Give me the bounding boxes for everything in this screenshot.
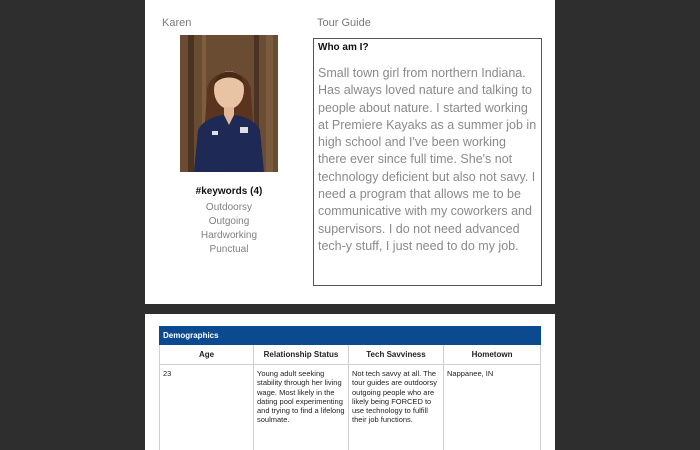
about-title: Who am I? [318,42,369,53]
keyword-item: Outgoing [208,216,250,227]
cell-tech: Not tech savvy at all. The tour guides are outdoorsy outgoing people who are likely being FORCED to use technology to fulfill their job functions. [349,365,444,450]
persona-page [145,0,555,304]
column-header-tech: Tech Savviness [349,345,444,365]
cell-relationship: Young adult seeking stability through her living wage. Most likely in the dating pool experimenting and trying to find a lifelong soulmate. [254,365,349,450]
persona-name: Karen [162,17,192,29]
table-row [160,365,541,450]
persona-photo [180,35,278,172]
portrait-image [180,35,278,172]
about-text: Small town girl from northern Indiana. Has always loved nature and talking to people about nature. I started working at Premiere Kayaks as a summer job in high school and I've been working there ever since full time. She's not technology deficient but also not savy. I need a program that allows me to be communicative with my coworkers and supervisors. I do not need advanced tech-y stuff, I just need to do my job. [318,66,537,253]
column-header-relationship: Relationship Status [254,345,349,365]
about-box [313,38,542,286]
persona-role: Tour Guide [317,17,371,29]
demographics-page [145,314,555,450]
column-header-age: Age [160,345,254,365]
keyword-item: Outdoorsy [205,202,253,213]
keyword-item: Punctual [209,244,249,255]
cell-age: 23 [160,365,254,450]
column-header-hometown: Hometown [444,345,541,365]
keywords-list [145,201,313,257]
table-header-row [160,345,541,365]
demographics-banner [160,327,541,345]
demographics-table [159,326,541,450]
cell-hometown: Nappanee, IN [444,365,541,450]
keyword-item: Hardworking [200,230,258,241]
demographics-title: Demographics [160,327,541,345]
keywords-title: #keywords (4) [195,186,263,197]
